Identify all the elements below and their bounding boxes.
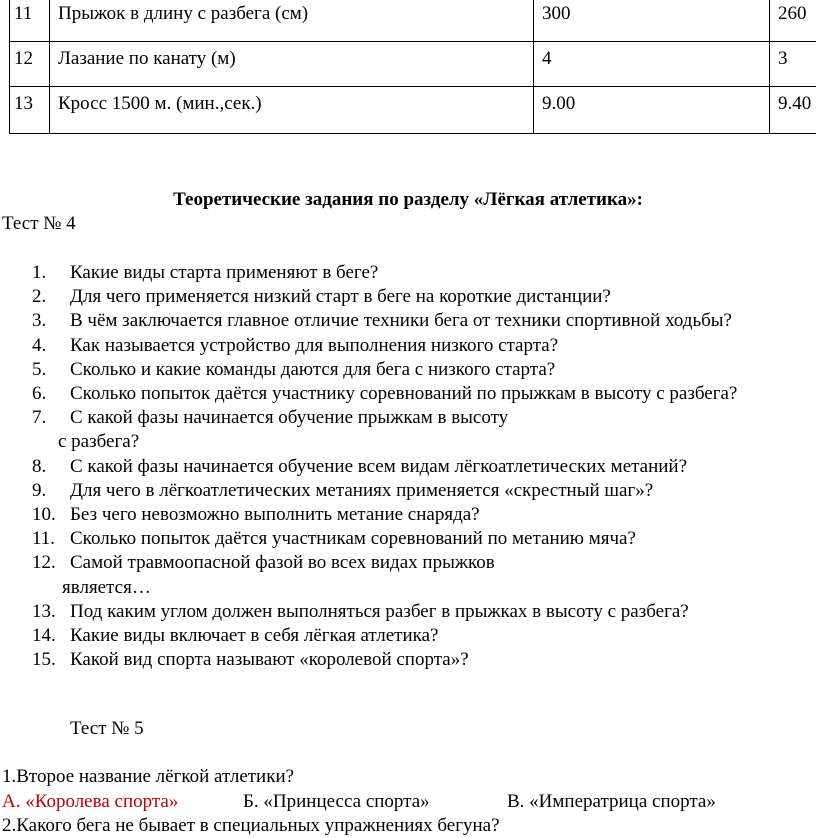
test-4-question-list [0, 261, 737, 672]
question-text: Без чего невозможно выполнить метание снаряда? [70, 504, 480, 526]
test-5-heading: Тест № 5 [70, 718, 144, 739]
list-item [0, 406, 737, 454]
question-text: С какой фазы начинается обучение всем видам лёгкоатлетических метаний? [70, 455, 688, 477]
question-text: Как называется устройство для выполнения низкого старта? [70, 334, 559, 356]
test-5-question-2: 2.Какого бега не бывает в специальных упражнениях бегуна? [2, 815, 500, 836]
question-number: 8. [32, 455, 47, 477]
question-number: 12. [32, 552, 56, 574]
question-text: Под каким углом должен выполняться разбег в прыжках в высоту с разбега? [70, 600, 689, 622]
list-item [0, 600, 737, 624]
list-item [0, 309, 737, 333]
question-text: Сколько попыток даётся участникам соревнований по метанию мяча? [70, 528, 636, 550]
table-row [10, 42, 816, 87]
question-number: 1. [32, 262, 47, 283]
question-text: В чём заключается главное отличие техники бега от техники спортивной ходьбы? [70, 310, 732, 332]
test-4-heading: Тест № 4 [2, 213, 76, 234]
question-number: 10. [32, 504, 56, 526]
question-text: Какие виды включает в себя лёгкая атлетика? [70, 625, 439, 647]
norm-value: 3 [770, 42, 816, 87]
list-item [0, 527, 737, 551]
table-row [10, 0, 816, 42]
row-number: 12 [10, 42, 50, 87]
question-number: 2. [32, 286, 47, 308]
list-item [0, 479, 737, 503]
test-5-question-1: 1.Второе название лёгкой атлетики? [2, 766, 295, 787]
question-number: 13. [32, 600, 56, 622]
question-continuation: с разбега? [58, 431, 140, 453]
question-text: Какие виды старта применяют в беге? [70, 262, 379, 283]
question-text: Для чего в лёгкоатлетических метаниях применяется «скрестный шаг»? [70, 479, 654, 501]
exercise-name: Прыжок в длину с разбега (см) [50, 0, 534, 42]
answer-option-b: Б. «Принцесса спорта» [243, 791, 430, 812]
question-number: 11. [32, 528, 56, 550]
norm-value: 4 [534, 42, 770, 87]
row-number: 13 [10, 87, 50, 134]
question-text: С какой фазы начинается обучение прыжкам в высоту [70, 407, 509, 429]
question-text: Самой травмоопасной фазой во всех видах прыжков [70, 552, 495, 574]
question-number: 7. [32, 407, 47, 429]
question-number: 6. [32, 383, 47, 405]
exercise-name: Лазание по канату (м) [50, 42, 534, 87]
question-continuation: является… [62, 576, 151, 598]
question-number: 14. [32, 625, 56, 647]
list-item [0, 503, 737, 527]
list-item [0, 551, 737, 599]
answer-option-a: А. «Королева спорта» [2, 791, 179, 812]
list-item [0, 624, 737, 648]
question-text: Сколько попыток даётся участнику соревнований по прыжкам в высоту с разбега? [70, 383, 738, 405]
norm-value: 260 [770, 0, 816, 42]
list-item [0, 285, 737, 309]
question-number: 9. [32, 479, 47, 501]
norm-value: 300 [534, 0, 770, 42]
list-item [0, 455, 737, 479]
question-number: 3. [32, 310, 47, 332]
norms-table [9, 0, 816, 134]
exercise-name: Кросс 1500 м. (мин.,сек.) [50, 87, 534, 134]
list-item [0, 358, 737, 382]
table-row [10, 87, 816, 134]
question-number: 15. [32, 649, 56, 671]
section-title: Теоретические задания по разделу «Лёгкая атлетика»: [173, 189, 643, 210]
list-item [0, 648, 737, 672]
question-number: 4. [32, 334, 47, 356]
question-text: Какой вид спорта называют «королевой спорта»? [70, 649, 469, 671]
list-item [0, 261, 737, 285]
question-text: Для чего применяется низкий старт в беге на короткие дистанции? [70, 286, 611, 308]
question-number: 5. [32, 358, 47, 380]
norm-value: 9.00 [534, 87, 770, 134]
list-item [0, 334, 737, 358]
norm-value: 9.40 [770, 87, 816, 134]
question-text: Сколько и какие команды даются для бега с низкого старта? [70, 358, 556, 380]
row-number: 11 [10, 0, 50, 42]
answer-option-c: В. «Императрица спорта» [507, 791, 716, 812]
list-item [0, 382, 737, 406]
